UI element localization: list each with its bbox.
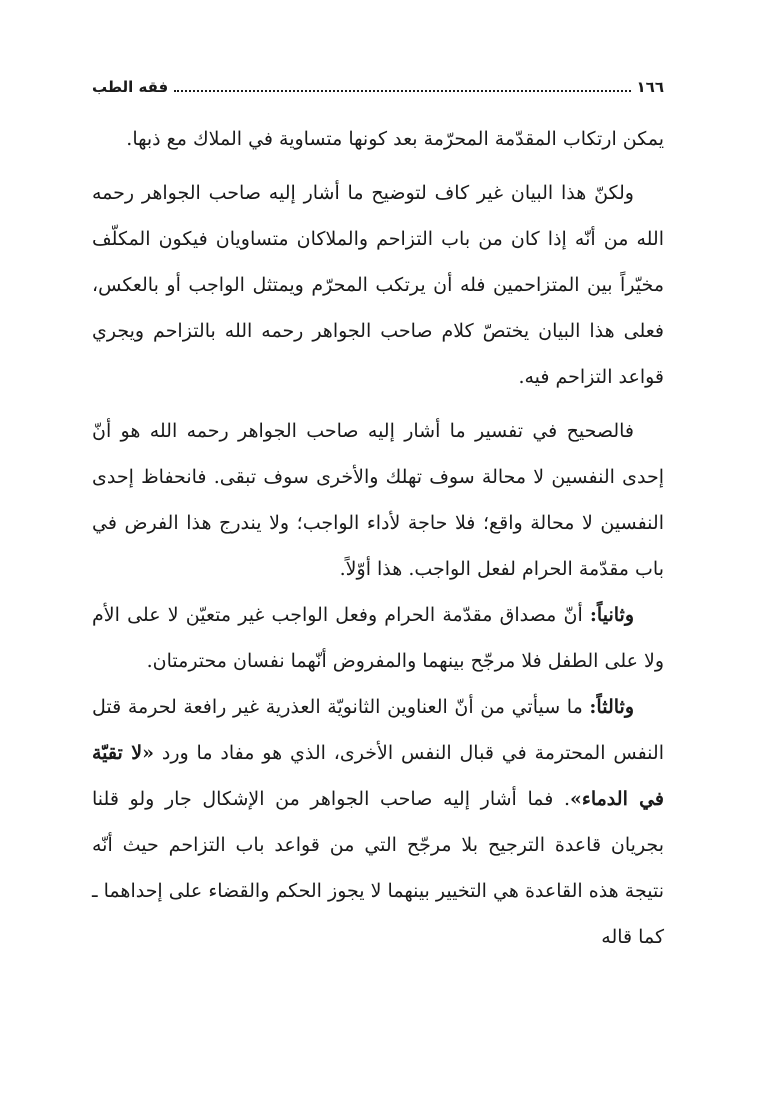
paragraph-3: فالصحيح في تفسير ما أشار إليه صاحب الجواهر رحمه الله هو أنّ إحدى النفسين لا محالة سوف تهلك والأخرى سوف تبقى. فانحفاظ إحدى النفسين لا محالة واقع؛ فلا حاجة لأداء الواجب؛ ولا يندرج هذا الفرض في باب مقدّمة الحرام لفعل الواجب. هذا أوّلاً.	[92, 420, 664, 580]
paragraph-5-lead: وثالثاً:	[589, 696, 634, 718]
paragraph-5-text: ما سيأتي من أنّ العناوين الثانويّة العذرية غير رافعة لحرمة قتل النفس المحترمة في قبال النفس الأخرى، الذي هو مفاد ما ورد	[92, 696, 664, 764]
header-dotted-leader	[174, 90, 630, 92]
paragraph-5	[92, 684, 664, 960]
page-header	[92, 70, 664, 104]
page-body	[92, 116, 664, 960]
page-number: ١٦٦	[636, 78, 664, 96]
paragraph-4-text: أنّ مصداق مقدّمة الحرام وفعل الواجب غير متعيّن لا على الأم ولا على الطفل فلا مرجّح بينهما والمفروض أنّهما نفسان محترمتان.	[92, 604, 664, 672]
hadith-quote: «لا تقيّة في الدماء»	[92, 742, 664, 810]
paragraph-4-lead: وثانياً:	[589, 604, 634, 626]
paragraph-5-tail: . فما أشار إليه صاحب الجواهر من الإشكال جار ولو قلنا بجريان قاعدة الترجيح بلا مرجّح التي من قواعد باب التزاحم حيث أنّه نتيجة هذه القاعدة هي التخيير بينهما لا يجوز الحكم والقضاء على إحداهما ـ كما قاله	[92, 788, 664, 948]
paragraph-1: يمكن ارتكاب المقدّمة المحرّمة بعد كونها متساوية في الملاك مع ذبها.	[126, 128, 664, 150]
paragraph-4	[92, 592, 664, 684]
book-title: فقه الطب	[92, 78, 169, 96]
paragraph-2: ولكنّ هذا البيان غير كاف لتوضيح ما أشار إليه صاحب الجواهر رحمه الله من أنّه إذا كان من باب التزاحم والملاكان متساويان فيكون المكلّف مخيّراً بين المتزاحمين فله أن يرتكب المحرّم ويمتثل الواجب أو بالعكس، فعلى هذا البيان يختصّ كلام صاحب الجواهر رحمه الله بالتزاحم ويجري قواعد التزاحم فيه.	[92, 182, 664, 388]
